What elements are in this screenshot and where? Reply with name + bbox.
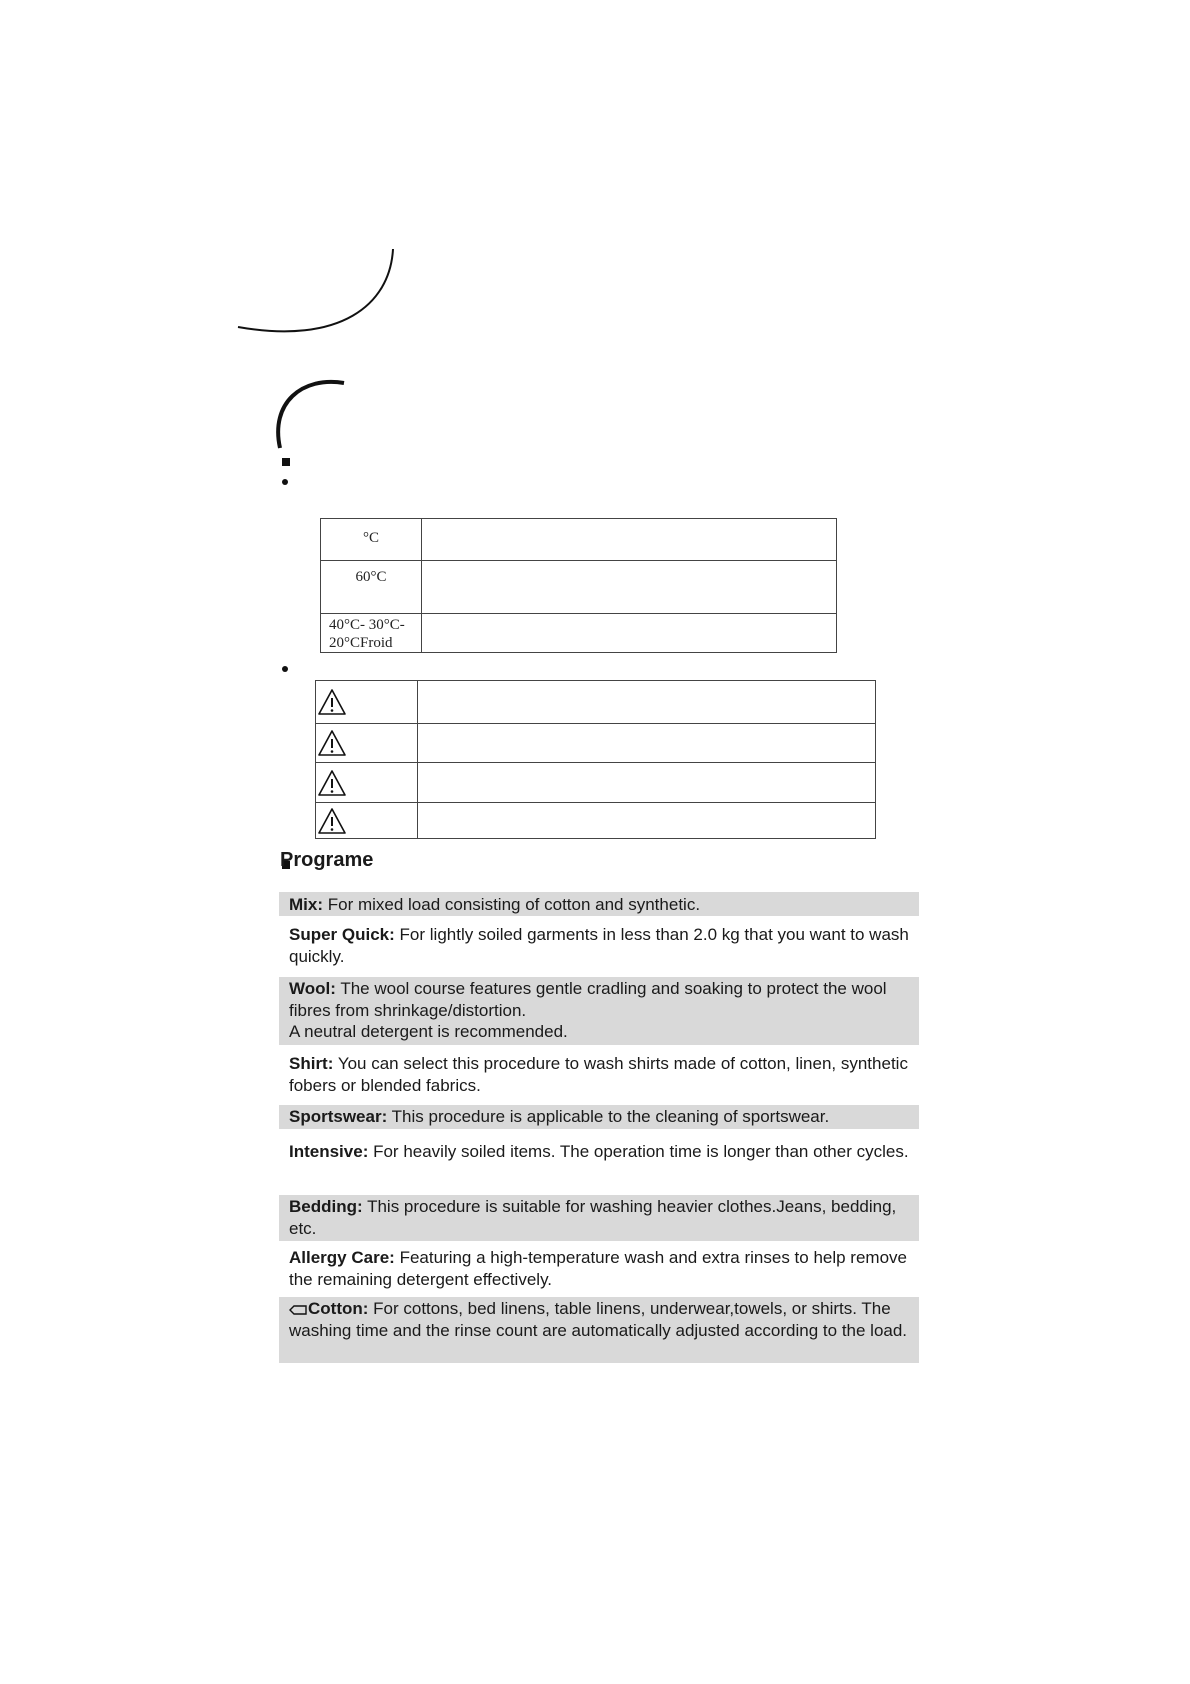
- square-bullet-1: [282, 458, 290, 466]
- desc-cell: [422, 561, 837, 614]
- program-desc: For mixed load consisting of cotton and synthetic.: [327, 895, 701, 914]
- program-desc: This procedure is suitable for washing heavier clothes.Jeans, bedding, etc.: [289, 1197, 897, 1238]
- desc-cell: [422, 614, 837, 653]
- program-allergy-care: [279, 1246, 919, 1292]
- warning-cell: [316, 724, 418, 763]
- warning-desc: [418, 803, 876, 839]
- program-desc: The wool course features gentle cradling and soaking to protect the wool fibres from shrinkage/distortion.: [289, 979, 887, 1020]
- warning-desc: [418, 681, 876, 724]
- program-shirt: [279, 1052, 919, 1098]
- program-mix: [279, 892, 919, 916]
- round-bullet-1: [282, 479, 288, 485]
- program-sportswear: [279, 1105, 919, 1129]
- warning-desc: [418, 724, 876, 763]
- temp-cell: [321, 614, 422, 653]
- temp-header-unit: °C: [362, 530, 379, 546]
- temp-value: 40°C- 30°C- 20°CFroid: [329, 617, 405, 651]
- program-name: Intensive:: [289, 1142, 369, 1161]
- programe-heading: Programe: [280, 849, 374, 871]
- eco-cotton-icon: [289, 1305, 307, 1315]
- program-name: Wool:: [289, 979, 336, 998]
- warning-icon: [317, 769, 347, 797]
- program-name: Bedding:: [289, 1197, 363, 1216]
- warning-icon: [317, 807, 347, 835]
- temp-cell: [321, 561, 422, 614]
- warning-cell: [316, 763, 418, 803]
- warning-table: [315, 680, 876, 839]
- program-name: Shirt:: [289, 1054, 334, 1073]
- program-super-quick: [279, 923, 919, 969]
- program-desc-note: A neutral detergent is recommended.: [289, 1022, 568, 1041]
- program-cotton: [279, 1297, 919, 1363]
- temp-header-cell: [321, 519, 422, 561]
- warning-cell: [316, 803, 418, 839]
- program-desc: Featuring a high-temperature wash and extra rinses to help remove the remaining detergent effectively.: [289, 1248, 907, 1289]
- program-desc: For lightly soiled garments in less than 2.0 kg that you want to wash quickly.: [289, 925, 909, 966]
- program-wool: [279, 977, 919, 1045]
- warning-icon: [317, 729, 347, 757]
- round-bullet-2: [282, 666, 288, 672]
- program-intensive: [279, 1140, 919, 1186]
- warning-desc: [418, 763, 876, 803]
- program-desc: For heavily soiled items. The operation time is longer than other cycles.: [373, 1142, 909, 1161]
- program-desc: This procedure is applicable to the cleaning of sportswear.: [391, 1107, 830, 1126]
- program-desc: You can select this procedure to wash shirts made of cotton, linen, synthetic fobers or blended fabrics.: [289, 1054, 908, 1095]
- decorative-arc-left: [262, 378, 352, 453]
- program-desc: For cottons, bed linens, table linens, underwear,towels, or shirts. The washing time and the rinse count are automatically adjusted according to the load.: [289, 1299, 908, 1340]
- program-name: Cotton:: [308, 1299, 369, 1318]
- temp-value: 60°C: [355, 569, 387, 585]
- program-name: Super Quick:: [289, 925, 395, 944]
- warning-icon: [317, 688, 347, 716]
- program-name: Allergy Care:: [289, 1248, 395, 1267]
- temperature-table: [320, 518, 837, 653]
- decorative-arc-top: [230, 245, 400, 345]
- desc-header-cell: [422, 519, 837, 561]
- program-bedding: [279, 1195, 919, 1241]
- warning-cell: [316, 681, 418, 724]
- program-name: Sportswear:: [289, 1107, 388, 1126]
- program-name: Mix:: [289, 895, 323, 914]
